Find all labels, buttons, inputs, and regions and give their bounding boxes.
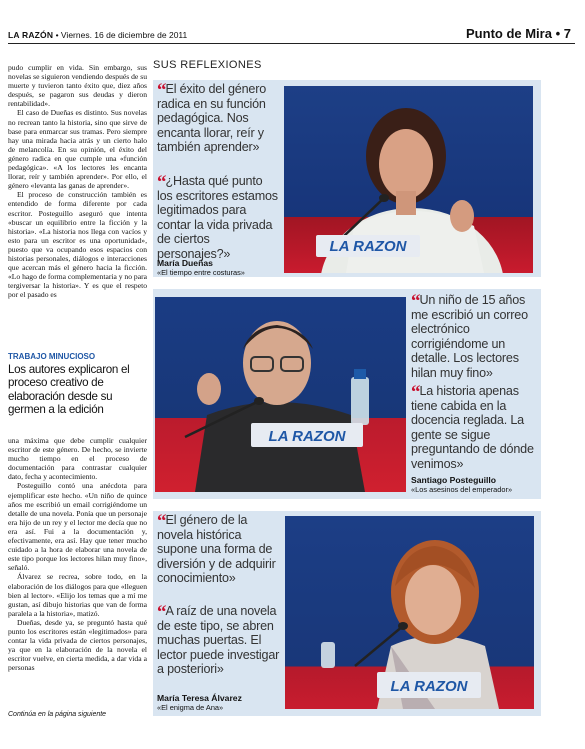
photo-santiago-posteguillo bbox=[155, 297, 406, 492]
quote-text: El éxito del género radica en su función pedagógica. Nos encanta llorar, reír y también aprender» bbox=[157, 82, 267, 155]
paragraph: pudo cumplir en vida. Sin embargo, sus novelas se siguieron vendiendo después de su muerte y tuvieron tanto éxito que, diez años después, se pagaron sus deudas y dieron rentabilidad». bbox=[8, 63, 147, 109]
author-name: María Teresa Álvarez bbox=[157, 693, 242, 703]
quote-mark-icon: “ bbox=[157, 172, 165, 193]
book-title: «El enigma de Ana» bbox=[157, 703, 224, 712]
quote-text: Un niño de 15 años me escribió un correo electrónico corrigiéndome un detalle. Los lectores hilan muy fino» bbox=[411, 293, 528, 380]
paragraph: Álvarez se recrea, sobre todo, en la elaboración de los diálogos para que «lleguen bien al lector». «Elijo los temas que a mí me gustan, así dibujo historias que van de forma paralela a la historia», matizó. bbox=[8, 572, 147, 618]
portrait-illustration bbox=[284, 86, 533, 273]
author-name: Santiago Posteguillo bbox=[411, 475, 496, 485]
sign-text: LA RAZON bbox=[390, 678, 468, 695]
quote-mark-icon: “ bbox=[411, 291, 419, 312]
section-name: Punto de Mira bbox=[466, 26, 552, 41]
section-title: SUS REFLEXIONES bbox=[153, 59, 262, 71]
quote-block bbox=[157, 513, 281, 586]
quote-text: A raíz de una novela de este tipo, se abren muchas puertas. El lector puede investigar a posteriori» bbox=[157, 604, 280, 677]
paragraph: El caso de Dueñas es distinto. Sus novelas no recrean tanto la historia, sino que sirve de base para enmarcar sus tramas. Pero siempre hay una mirada hacia atrás y un cierto halo de melancolía. En su opinión, el éxito del género radica en que cumple una «función pedagógica». «A los lectores les encanta llorar, reír y también aprender». Por ello, el género «levanta las ganas de aprender». bbox=[8, 108, 147, 191]
photo-maria-duenas bbox=[284, 86, 533, 273]
book-title: «Los asesinos del emperador» bbox=[411, 485, 513, 494]
sidebar-kicker: TRABAJO MINUCIOSO bbox=[8, 352, 96, 361]
quote-mark-icon: “ bbox=[157, 511, 165, 532]
quote-block bbox=[157, 174, 281, 262]
quote-block bbox=[411, 384, 537, 472]
article-column-top bbox=[8, 63, 147, 345]
portrait-illustration bbox=[285, 516, 534, 709]
paragraph: El proceso de construcción también es entendido de forma diferente por cada escritor. Posteguillo aseguró que intenta «buscar un equilibrio entre la ficción y la historia». «La historia nos llega con vacíos y esto para un escritor es una oportunidad», puesto que va ocupando esos espacios con historias personales, diálogos e interacciones que acercan más el género hacia la ficción. «Lo hago de forma complementaria y no para tergiversar la historia». Y es que el respeto por el pasado es bbox=[8, 190, 147, 300]
paragraph: Posteguillo contó una anécdota para ejemplificar este hecho. «Un niño de quince años me escribió un email corrigiéndome un detalle de una novela. Ponía que un personaje era hijo de un rey y el lector me decía que no era así. Fui a la documentación y, efectivamente, era así. Hay que tener mucho cuidado a la hora de elaborar una novela de este tipo porque los lectores hilan muy fino», señaló. bbox=[8, 481, 147, 573]
paragraph: Dueñas, desde ya, se preguntó hasta qué punto los escritores están «legitimados» para contar la vida privada de ciertos personajes, ya que en la elaboración de la novela el escritor vuelve, en cierta medida, a dar vida a personas bbox=[8, 617, 147, 673]
header-brand-date bbox=[8, 30, 187, 40]
sidebar-headline: Los autores explicaron el proceso creativo de elaboración desde su germen a la edición bbox=[8, 363, 130, 416]
paragraph: una máxima que debe cumplir cualquier escritor de este género. De hecho, se invierte mucho tiempo en el proceso de documentación para contrastar cualquier dato, fecha y acontecimiento. bbox=[8, 436, 147, 482]
portrait-illustration bbox=[155, 297, 406, 492]
quote-block bbox=[157, 82, 281, 155]
newspaper-brand: LA RAZÓN bbox=[8, 30, 54, 40]
quote-mark-icon: “ bbox=[157, 602, 165, 623]
quote-block bbox=[411, 293, 537, 381]
sign-text: LA RAZON bbox=[329, 238, 407, 255]
photo-maria-teresa-alvarez bbox=[285, 516, 534, 709]
header-section: Punto de Mira • 7 bbox=[466, 26, 571, 41]
header-divider bbox=[8, 43, 575, 44]
quote-text: El género de la novela histórica supone una forma de diversión y de adquirir conocimiento» bbox=[157, 513, 276, 586]
quote-mark-icon: “ bbox=[411, 382, 419, 403]
author-name: María Dueñas bbox=[157, 258, 213, 268]
article-column-bottom bbox=[8, 436, 147, 708]
page-number: 7 bbox=[563, 26, 571, 41]
issue-date: • Viernes. 16 de diciembre de 2011 bbox=[55, 30, 188, 40]
continued-note: Continúa en la página siguiente bbox=[8, 711, 107, 718]
quote-text: La historia apenas tiene cabida en la docencia reglada. La gente se sigue preguntando de dónde venimos» bbox=[411, 384, 534, 471]
sign-text: LA RAZON bbox=[268, 428, 346, 445]
quote-mark-icon: “ bbox=[157, 80, 165, 101]
quote-text: ¿Hasta qué punto los escritores estamos legitimados para contar la vida privada de ciertos personajes?» bbox=[157, 174, 278, 261]
quote-block bbox=[157, 604, 281, 677]
book-title: «El tiempo entre costuras» bbox=[157, 268, 245, 277]
